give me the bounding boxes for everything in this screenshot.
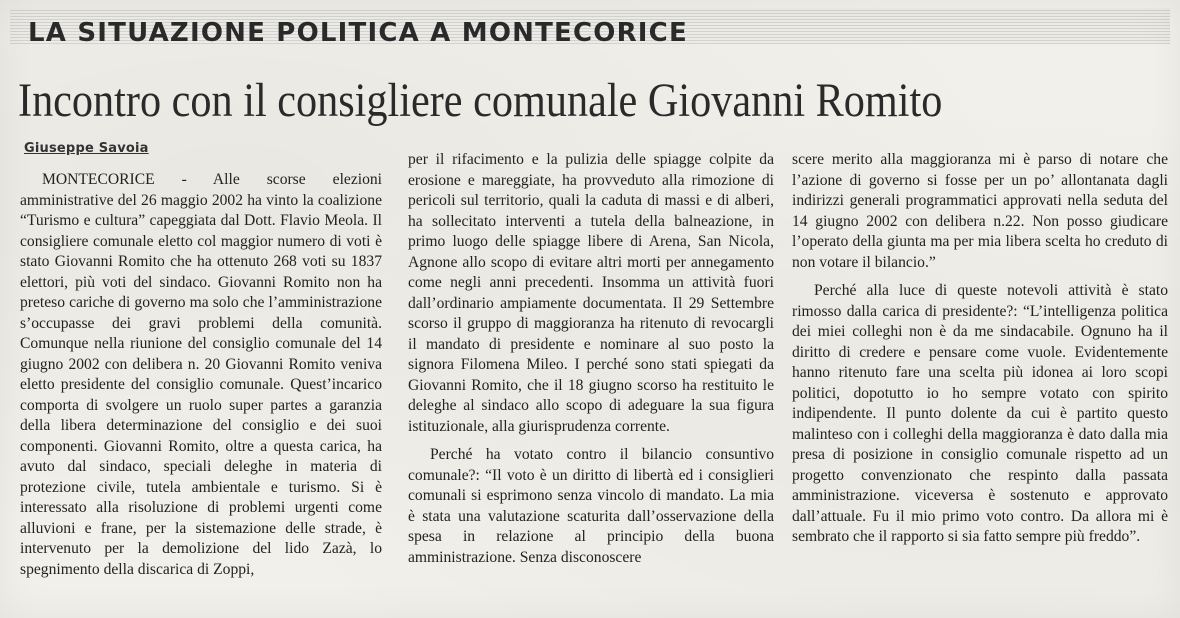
section-banner-text: LA SITUAZIONE POLITICA A MONTECORICE <box>28 18 688 48</box>
column-3-paragraph-2: Perché alla luce di queste notevoli attività è stato rimosso dalla carica di presidente?: “L’intelligenza politica dei miei colleghi non è da me sindacabile. Ognuno ha il diritto di credere e pensare come vuole. Evidentemente hanno ritenuto fare una scelta più idonea ai loro scopi politici, dopotutto io ho sempre votato con spirito indipendente. Il punto dolente da cui è partito questo malinteso con i colleghi della maggioranza è dato dalla mia presa di posizione in consiglio comunale rispetto ad un progetto convenzionato che respinto dalla passata amministrazione. viceversa è sostenuto e approvato dall’attuale. Fu il mio primo voto contro. Da allora mi è sembrato che il rapporto si sia fatto sempre più freddo”. <box>792 282 1168 545</box>
column-3-paragraph-1: scere merito alla maggioranza mi è parso di notare che l’azione di governo si fosse per un po’ allontanata dagli indirizzi generali programmatici approvati nella seduta del 14 giugno 2002 con delibera n.22. Non posso giudicare l’operato della giunta ma per mia libera scelta ho creduto di non votare il bilancio.” <box>792 151 1168 271</box>
column-1-paragraph-1: MONTECORICE - Alle scorse elezioni amministrative del 26 maggio 2002 ha vinto la coalizione “Turismo e cultura” capeggiata dal Dott. Flavio Meola. Il consigliere comunale eletto col maggior numero di voti è stato Giovanni Romito che ha ottenuto 268 voti su 1837 elettori, più voti del sindaco. Giovanni Romito non ha preteso cariche di governo ma solo che l’amministrazione s’occupasse dei gravi problemi della comunità. Comunque nella riunione del consiglio comunale del 14 giugno 2002 con delibera n. 20 Giovanni Romito veniva eletto presidente del consiglio comunale. Quest’incarico comporta di svolgere un ruolo super partes a garanzia della libera determinazione del consiglio e dei suoi componenti. Giovanni Romito, oltre a questa carica, ha avuto dal sindaco, speciali deleghe in materia di protezione civile, tutela ambientale e turismo. Si è interessato alla risoluzione di problemi urgenti come alluvioni e frane, per la sistemazione delle strade, è intervenuto per la demolizione del lido Zazà, lo spegnimento della discarica di Zoppi, <box>20 171 382 578</box>
article-column-1 <box>20 170 382 580</box>
column-2-paragraph-2: Perché ha votato contro il bilancio consuntivo comunale?: “Il voto è un diritto di libertà ed i consiglieri comunali si esprimono senza vincolo di mandato. La mia è stata una valutazione scaturita dall’osservazione della spesa in relazione al principio della buona amministrazione. Senza disconoscere <box>408 446 774 566</box>
article-column-2 <box>408 150 774 568</box>
article-column-3 <box>792 150 1168 548</box>
article-byline: Giuseppe Savoia <box>24 141 149 156</box>
article-headline: Incontro con il consigliere comunale Giovanni Romito <box>18 74 943 127</box>
column-2-paragraph-1: per il rifacimento e la pulizia delle spiagge colpite da erosione e mareggiate, ha provveduto alla rimozione di pericoli sul territorio, quali la caduta di massi e di alberi, ha sollecitato interventi a tutela della balneazione, in primo luogo delle spiagge libere di Arena, San Nicola, Agnone allo scopo di evitare altri morti per annegamento come negli anni precedenti. Insomma un attività fuori dall’ordinario ampiamente documentata. Il 29 Settembre scorso il gruppo di maggioranza ha ritenuto di revocargli il mandato di presidente e nominare al suo posto la signora Filomena Mileo. I perché sono stati spiegati da Giovanni Romito, che il 18 giugno scorso ha restituito le deleghe al sindaco allo scopo di adeguare la sua figura istituzionale, alla giurisprudenza corrente. <box>408 151 774 435</box>
section-banner <box>10 8 1170 48</box>
